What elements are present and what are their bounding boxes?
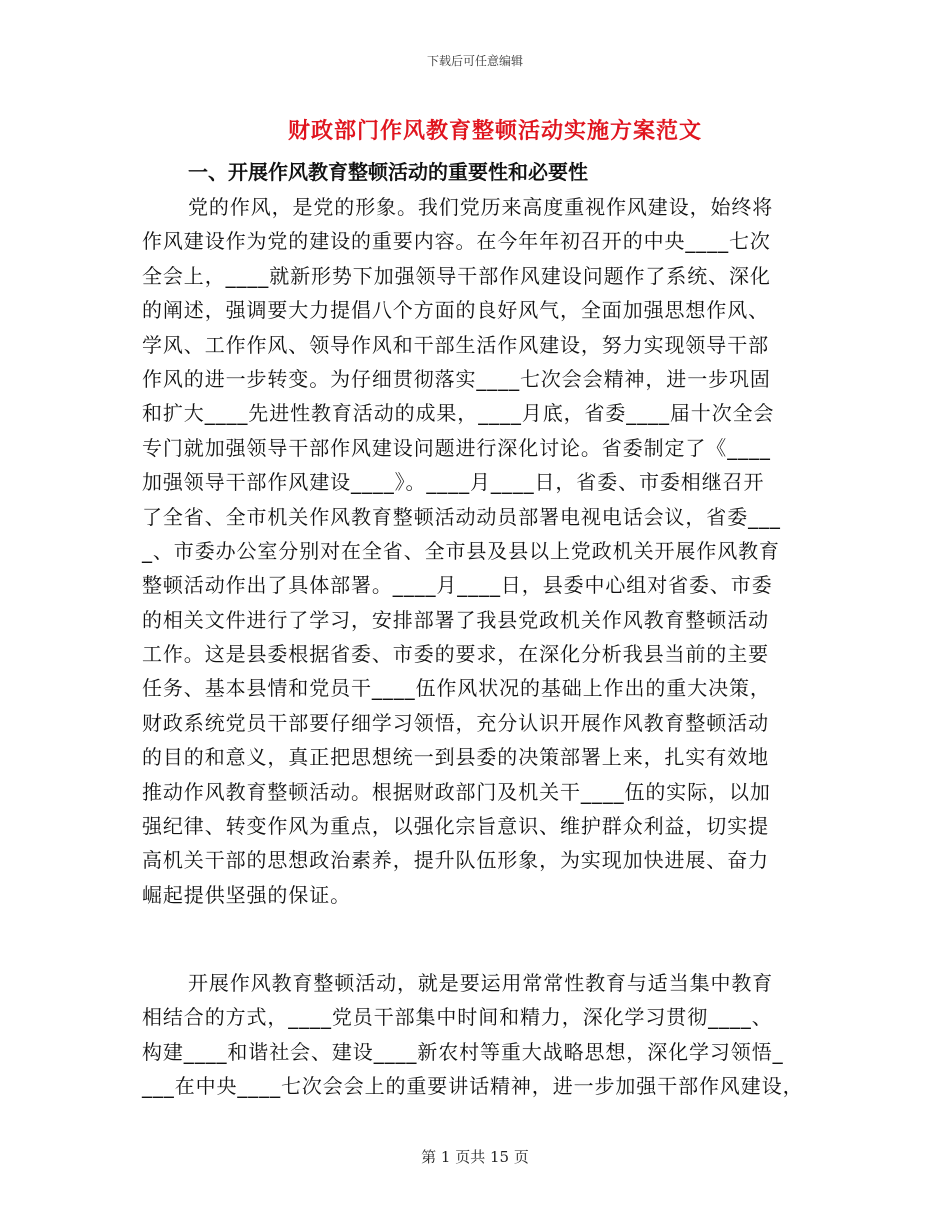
paragraph-line: 强纪律、转变作风为重点，以强化宗旨意识、维护群众利益，切实提: [142, 814, 769, 839]
section-heading: 一、开展作风教育整顿活动的重要性和必要性: [188, 160, 588, 184]
paragraph-line: 了全省、全市机关作风教育整顿活动动员部署电视电话会议，省委___: [142, 504, 781, 529]
paragraph-line: 崛起提供坚强的保证。: [142, 882, 351, 907]
paragraph-line: 推动作风教育整顿活动。根据财政部门及机关干____伍的实际，以加: [142, 779, 771, 804]
paragraph-line: 财政系统党员干部要仔细学习领悟，充分认识开展作风教育整顿活动: [142, 710, 769, 735]
paragraph-line: 整顿活动作出了具体部署。____月____日，县委中心组对省委、市委: [142, 573, 773, 598]
paragraph-line: 任务、基本县情和党员干____伍作风状况的基础上作出的重大决策，: [142, 676, 771, 701]
paragraph-line: 的相关文件进行了学习，安排部署了我县党政机关作风教育整顿活动: [142, 607, 769, 632]
paragraph-line: ___在中央____七次会会上的重要讲话精神，进一步加强干部作风建设，: [142, 1074, 804, 1099]
paragraph-line: 工作。这是县委根据省委、市委的要求，在深化分析我县当前的主要: [142, 642, 769, 667]
paragraph-line: 作风建设作为党的建设的重要内容。在今年年初召开的中央____七次: [142, 229, 771, 254]
page-header: 下载后可任意编辑: [426, 54, 523, 68]
page-number-footer: 第 1 页共 15 页: [421, 1148, 529, 1166]
paragraph-line: 和扩大____先进性教育活动的成果，____月底，省委____届十次全会: [142, 401, 775, 426]
paragraph-line: 专门就加强领导干部作风建设问题进行深化讨论。省委制定了《____: [142, 435, 771, 460]
paragraph-line: _、市委办公室分别对在全省、全市县及县以上党政机关开展作风教育: [142, 538, 780, 563]
paragraph-line: 作风的进一步转变。为仔细贯彻落实____七次会会精神，进一步巩固: [142, 366, 771, 391]
paragraph-line: 的目的和意义，真正把思想统一到县委的决策部署上来，扎实有效地: [142, 745, 769, 770]
paragraph-line: 加强领导干部作风建设____》。____月____日，省委、市委相继召开: [142, 470, 765, 495]
paragraph-line: 构建____和谐社会、建设____新农村等重大战略思想，深化学习领悟_: [142, 1039, 784, 1064]
document-title: 财政部门作风教育整顿活动实施方案范文: [287, 119, 702, 144]
paragraph-line: 的阐述，强调要大力提倡八个方面的良好风气，全面加强思想作风、: [142, 298, 769, 323]
paragraph-line: 学风、工作作风、领导作风和干部生活作风建设，努力实现领导干部: [142, 332, 769, 357]
paragraph-line: 全会上，____就新形势下加强领导干部作风建设问题作了系统、深化: [142, 263, 771, 288]
paragraph-2: [142, 966, 802, 1104]
paragraph-line: 党的作风，是党的形象。我们党历来高度重视作风建设，始终将: [188, 195, 774, 219]
paragraph-line: 开展作风教育整顿活动，就是要运用常常性教育与适当集中教育: [188, 971, 774, 995]
paragraph-1: [142, 190, 802, 912]
paragraph-line: 相结合的方式，____党员干部集中时间和精力，深化学习贯彻____、: [142, 1005, 773, 1030]
paragraph-line: 高机关干部的思想政治素养，提升队伍形象，为实现加快进展、奋力: [142, 848, 769, 873]
